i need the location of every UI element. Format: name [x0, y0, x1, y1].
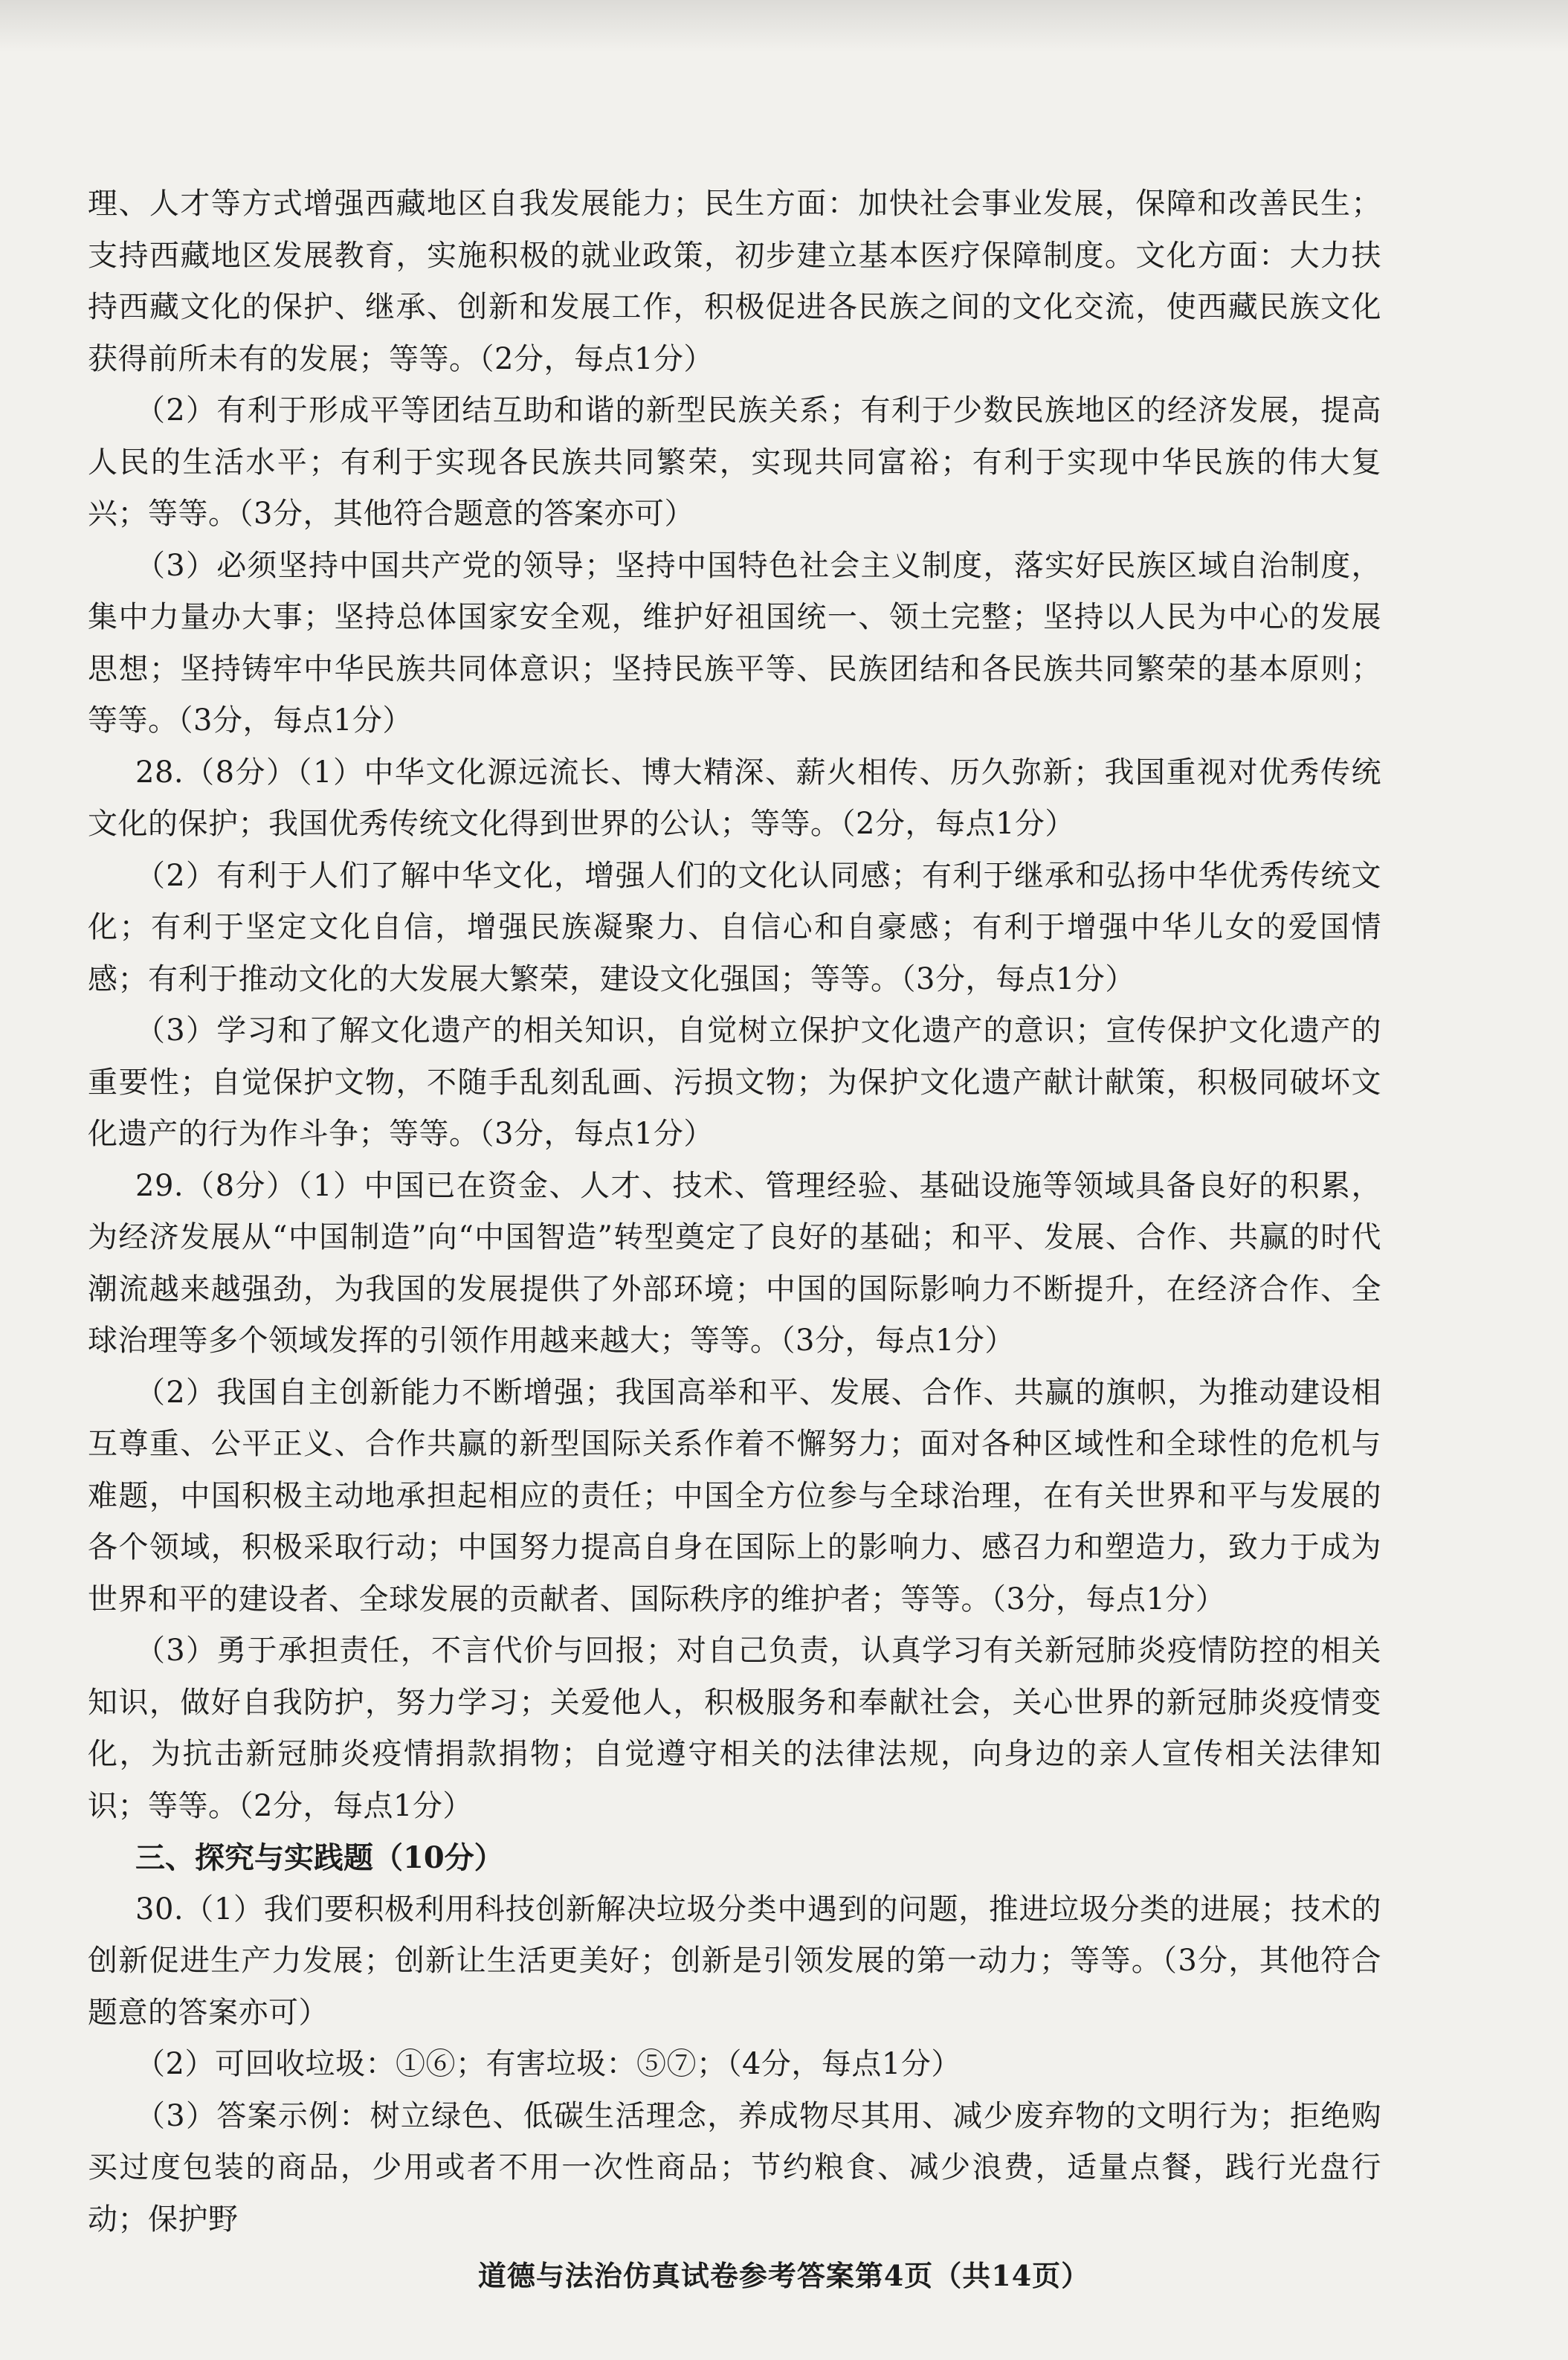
paragraph-30-2: （2）可回收垃圾：①⑥；有害垃圾：⑤⑦；（4分，每点1分） — [135, 2047, 961, 2081]
scan-top-shadow — [0, 0, 1568, 52]
paragraph-29-3: （3）勇于承担责任，不言代价与回报；对自己负责，认真学习有关新冠肺炎疫情防控的相关知识，做好自我防护，努力学习；关爱他人，积极服务和奉献社会，关心世界的新冠肺炎疫情变化，为抗击新冠肺炎疫情捐款捐物；自觉遵守相关的法律法规，向身边的亲人宣传相关法律知识；等等。（2分，每点1分） — [88, 1634, 1381, 1823]
answer-key-body — [88, 178, 1381, 2245]
paragraph-27-2: （2）有利于形成平等团结互助和谐的新型民族关系；有利于少数民族地区的经济发展，提高人民的生活水平；有利于实现各民族共同繁荣，实现共同富裕；有利于实现中华民族的伟大复兴；等等。（3分，其他符合题意的答案亦可） — [88, 393, 1381, 531]
paragraph-30-1: 30.（1）我们要积极利用科技创新解决垃圾分类中遇到的问题，推进垃圾分类的进展；技术的创新促进生产力发展；创新让生活更美好；创新是引领发展的第一动力；等等。（3分，其他符合题意的答案亦可） — [88, 1892, 1381, 2030]
paragraph-29-1: 29.（8分）（1）中国已在资金、人才、技术、管理经验、基础设施等领域具备良好的积累，为经济发展从“中国制造”向“中国智造”转型奠定了良好的基础；和平、发展、合作、共赢的时代潮流越来越强劲，为我国的发展提供了外部环境；中国的国际影响力不断提升，在经济合作、全球治理等多个领域发挥的引领作用越来越大；等等。（3分，每点1分） — [88, 1168, 1381, 1358]
paragraph-28-3: （3）学习和了解文化遗产的相关知识，自觉树立保护文化遗产的意识；宣传保护文化遗产的重要性；自觉保护文物，不随手乱刻乱画、污损文物；为保护文化遗产献计献策，积极同破坏文化遗产的行为作斗争；等等。（3分，每点1分） — [88, 1013, 1381, 1151]
paragraph-30-3: （3）答案示例：树立绿色、低碳生活理念，养成物尽其用、减少废弃物的文明行为；拒绝购买过度包装的商品，少用或者不用一次性商品；节约粮食、减少浪费，适量点餐，践行光盘行动；保护野 — [88, 2098, 1381, 2237]
paragraph-28-2: （2）有利于人们了解中华文化，增强人们的文化认同感；有利于继承和弘扬中华优秀传统文化；有利于坚定文化自信，增强民族凝聚力、自信心和自豪感；有利于增强中华儿女的爱国情感；有利于推动文化的大发展大繁荣，建设文化强国；等等。（3分，每点1分） — [88, 858, 1381, 996]
paragraph-27-1-continued: 理、人才等方式增强西藏地区自我发展能力；民生方面：加快社会事业发展，保障和改善民生；支持西藏地区发展教育，实施积极的就业政策，初步建立基本医疗保障制度。文化方面：大力扶持西藏文化的保护、继承、创新和发展工作，积极促进各民族之间的文化交流，使西藏民族文化获得前所未有的发展；等等。（2分，每点1分） — [88, 187, 1381, 376]
paragraph-28-1: 28.（8分）（1）中华文化源远流长、博大精深、薪火相传、历久弥新；我国重视对优秀传统文化的保护；我国优秀传统文化得到世界的公认；等等。（2分，每点1分） — [88, 755, 1381, 841]
paragraph-29-2: （2）我国自主创新能力不断增强；我国高举和平、发展、合作、共赢的旗帜，为推动建设相互尊重、公平正义、合作共赢的新型国际关系作着不懈努力；面对各种区域性和全球性的危机与难题，中国积极主动地承担起相应的责任；中国全方位参与全球治理，在有关世界和平与发展的各个领域，积极采取行动；中国努力提高自身在国际上的影响力、感召力和塑造力，致力于成为世界和平的建设者、全球发展的贡献者、国际秩序的维护者；等等。（3分，每点1分） — [88, 1375, 1381, 1616]
section-title-inquiry-practice: 三、探究与实践题（10分） — [135, 1840, 504, 1875]
page-footer: 道德与法治仿真试卷参考答案第4页（共14页） — [477, 2259, 1091, 2292]
paragraph-27-3: （3）必须坚持中国共产党的领导；坚持中国特色社会主义制度，落实好民族区域自治制度，集中力量办大事；坚持总体国家安全观，维护好祖国统一、领土完整；坚持以人民为中心的发展思想；坚持铸牢中华民族共同体意识；坚持民族平等、民族团结和各民族共同繁荣的基本原则；等等。（3分，每点1分） — [88, 548, 1381, 738]
